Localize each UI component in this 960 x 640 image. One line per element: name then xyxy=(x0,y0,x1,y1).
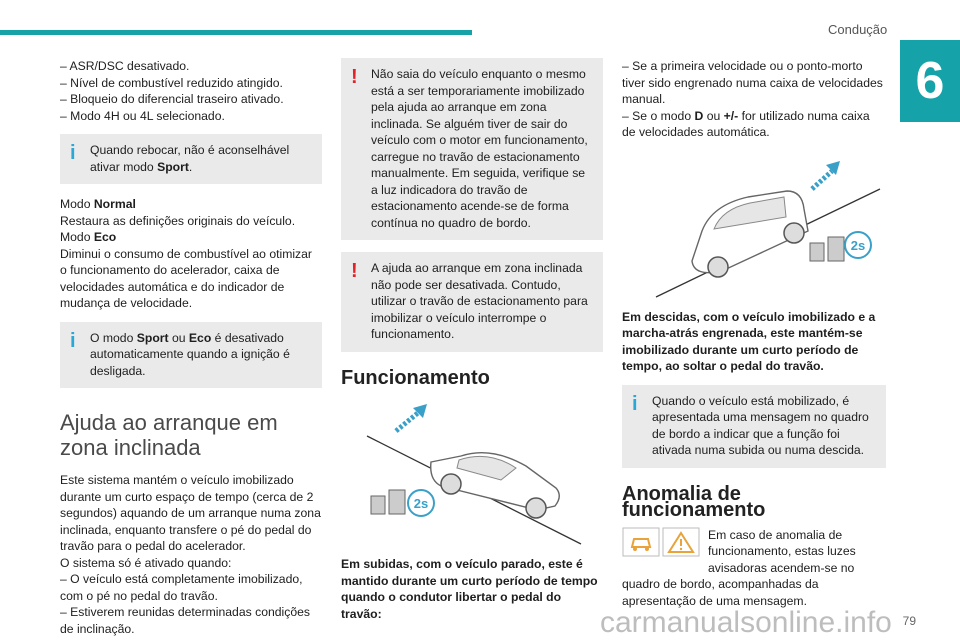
list-item: – O veículo está completamente imobilizado, com o pé no pedal do travão. xyxy=(60,572,303,603)
chapter-tab: 6 xyxy=(900,40,960,122)
warning-icon: ! xyxy=(351,260,358,282)
heading-hill-start: Ajuda ao arranque em zona inclinada xyxy=(60,410,278,460)
info-icon: i xyxy=(632,392,638,415)
column-3 xyxy=(622,58,886,609)
heading-operation: Funcionamento xyxy=(341,366,490,389)
body-text: Este sistema mantém o veículo imobilizado durante um curto espaço de tempo (cerca de 2 segundos) aquando de um arranque numa zona inclinada, enquanto transfere o pé do pedal do travão para o pedal do acelerador. xyxy=(60,473,321,553)
warning-note: ! Não saia do veículo enquanto o mesmo está a ser temporariamente imobilizado pela ajuda ao arranque em zona inclinada. Se alguém tiver de sair do veículo com o motor em funcionamento, carregue no travão de estacionamento manualmente. Em seguida, verifique se a luz indicadora do travão de estacionamento acende-se de forma contínua no quadro de bordo. xyxy=(341,58,603,240)
malfunction-text: Em caso de anomalia de funcionamento, estas luzes avisadoras acendem-se no quadro de bordo, acompanhadas da apresentação de uma mensagem. xyxy=(622,527,856,608)
warning-lights-icon xyxy=(622,527,702,557)
list-item: – Se a primeira velocidade ou o ponto-morto tiver sido engrenado numa caixa de velocidades manual. xyxy=(622,59,883,106)
heading-malfunction: Anomalia de funcionamento xyxy=(622,482,766,521)
timer-badge: 2s xyxy=(850,237,866,253)
body-text: O sistema só é ativado quando: xyxy=(60,555,232,570)
header-accent-bar xyxy=(0,30,472,35)
warning-icon: ! xyxy=(351,66,358,88)
info-icon: i xyxy=(70,329,76,352)
timer-badge: 2s xyxy=(413,496,429,511)
warning-lights xyxy=(622,527,702,562)
info-note: i O modo Sport ou Eco é desativado automaticamente quando a ignição é desligada. xyxy=(60,322,322,389)
section-title: Condução xyxy=(828,22,888,37)
eco-label: Eco xyxy=(93,230,117,244)
info-icon: i xyxy=(70,142,76,164)
downhill-caption: Em descidas, com o veículo imobilizado e a marcha-atrás engrenada, este mantém-se imobilizado durante um curto período de tempo, ao soltar o pedal do travão. xyxy=(622,309,876,373)
list-item: – ASR/DSC desativado. xyxy=(60,59,190,73)
list-item: – Se o modo D ou +/- for utilizado numa caixa de velocidades automática. xyxy=(622,108,870,139)
normal-description: Restaura as definições originais do veículo. xyxy=(60,213,296,228)
eco-description: Diminui o consumo de combustível ao otimizar o funcionamento do acelerador, caixa de velocidades automática e do indicador de mudança de velocidade. xyxy=(60,246,312,310)
normal-label: Normal xyxy=(93,197,136,211)
uphill-illustration xyxy=(341,396,603,546)
list-item: – Bloqueio do diferencial traseiro ativado. xyxy=(60,92,284,106)
warning-note: ! A ajuda ao arranque em zona inclinada não pode ser desativada. Contudo, utilizar o travão de estacionamento para imobilizar o veículo interrompe o funcionamento. xyxy=(341,252,603,352)
list-item: – Modo 4H ou 4L selecionado. xyxy=(60,108,225,123)
list-item: – Nível de combustível reduzido atingido. xyxy=(60,75,283,90)
uphill-car-svg xyxy=(341,396,603,546)
info-note: i Quando rebocar, não é aconselhável ativar modo Sport. xyxy=(60,134,322,184)
downhill-car-svg xyxy=(622,151,886,301)
info-note: i Quando o veículo está mobilizado, é apresentada uma mensagem no quadro de bordo a indicar que a função foi ativada numa subida ou numa descida. xyxy=(622,385,886,468)
column-1: – ASR/DSC desativado. – Nível de combustível reduzido atingido. – Bloqueio do diferencial traseiro ativado. – Modo 4H ou 4L selecionado. i Quando rebocar, não é aconselhável ativar modo Sport. Modo Normal Restaura as definições originais do veículo. Modo Eco Diminui o consumo de combustível ao otimizar o funcionamento do acelerador, caixa de velocidades automática e do indicador de mudança de velocidade. i O modo Sport ou Eco é desativado automaticamente quando a ignição é desligada. Ajuda ao arranque em zona inclinada Este sistema mantém o veículo imobilizado durante um curto espaço de tempo (cerca de 2 segundos) aquando de um arranque numa zona inclinada, enquanto transfere o pé do pedal do travão para o pedal do acelerador. O sistema só é ativado quando: – O veículo está completamente imobilizado, com o pé no pedal do travão. – Estiverem reunidas determinadas condições de inclinação. xyxy=(60,59,321,636)
downhill-illustration xyxy=(622,151,886,301)
uphill-caption: Em subidas, com o veículo parado, este é mantido durante um curto período de tempo quando o condutor libertar o pedal do travão: xyxy=(341,557,598,621)
watermark: carmanualsonline.info xyxy=(600,606,892,639)
list-item: – Estiverem reunidas determinadas condições de inclinação. xyxy=(60,605,310,636)
column-2 xyxy=(341,58,603,622)
page-number: 79 xyxy=(902,614,916,628)
malfunction-block xyxy=(622,527,886,610)
